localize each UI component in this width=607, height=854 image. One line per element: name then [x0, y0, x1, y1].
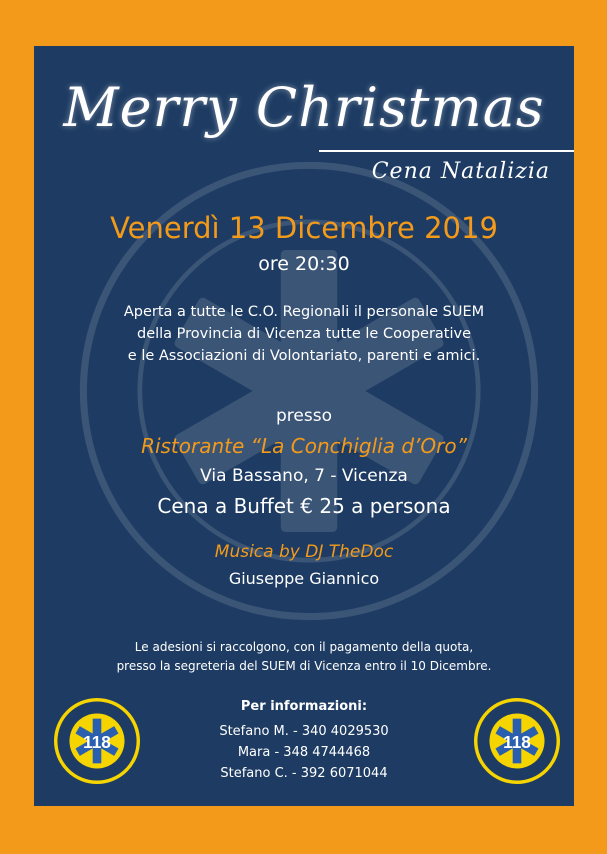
notes-line: Le adesioni si raccolgono, con il pagamento della quota, [134, 640, 474, 654]
notes-line: presso la segreteria del SUEM di Vicenza entro il 10 Dicembre. [116, 659, 492, 673]
contact-item: Mara - 348 4744468 [237, 745, 371, 760]
description-line: Aperta a tutte le C.O. Regionali il personale SUEM [123, 304, 485, 320]
poster-card [34, 46, 574, 806]
restaurant-name: Ristorante “La Conchiglia d’Oro” [141, 434, 467, 458]
poster-subtitle: Cena Natalizia [371, 159, 550, 184]
suem-118-logo-icon [54, 698, 140, 784]
title-divider [319, 150, 574, 152]
badge-number: 118 [503, 731, 531, 752]
dj-name: Giuseppe Giannico [228, 569, 380, 588]
price-info: Cena a Buffet € 25 a persona [157, 494, 451, 518]
music-info: Musica by DJ TheDoc [214, 542, 394, 562]
restaurant-address: Via Bassano, 7 - Vicenza [200, 466, 408, 486]
info-title: Per informazioni: [240, 699, 368, 714]
registration-notes [34, 638, 574, 676]
contact-item: Stefano M. - 340 4029530 [219, 724, 389, 739]
event-date: Venerdì 13 Dicembre 2019 [110, 211, 498, 245]
poster-title: Merry Christmas [63, 76, 545, 139]
description-line: e le Associazioni di Volontariato, parenti e amici. [127, 348, 481, 364]
event-description [34, 301, 574, 367]
event-time: ore 20:30 [258, 253, 350, 275]
suem-118-logo-icon [474, 698, 560, 784]
venue-intro: presso [276, 406, 332, 426]
contact-item: Stefano C. - 392 6071044 [220, 766, 388, 781]
description-line: della Provincia di Vicenza tutte le Cooperative [136, 326, 472, 342]
badge-number: 118 [83, 731, 111, 752]
